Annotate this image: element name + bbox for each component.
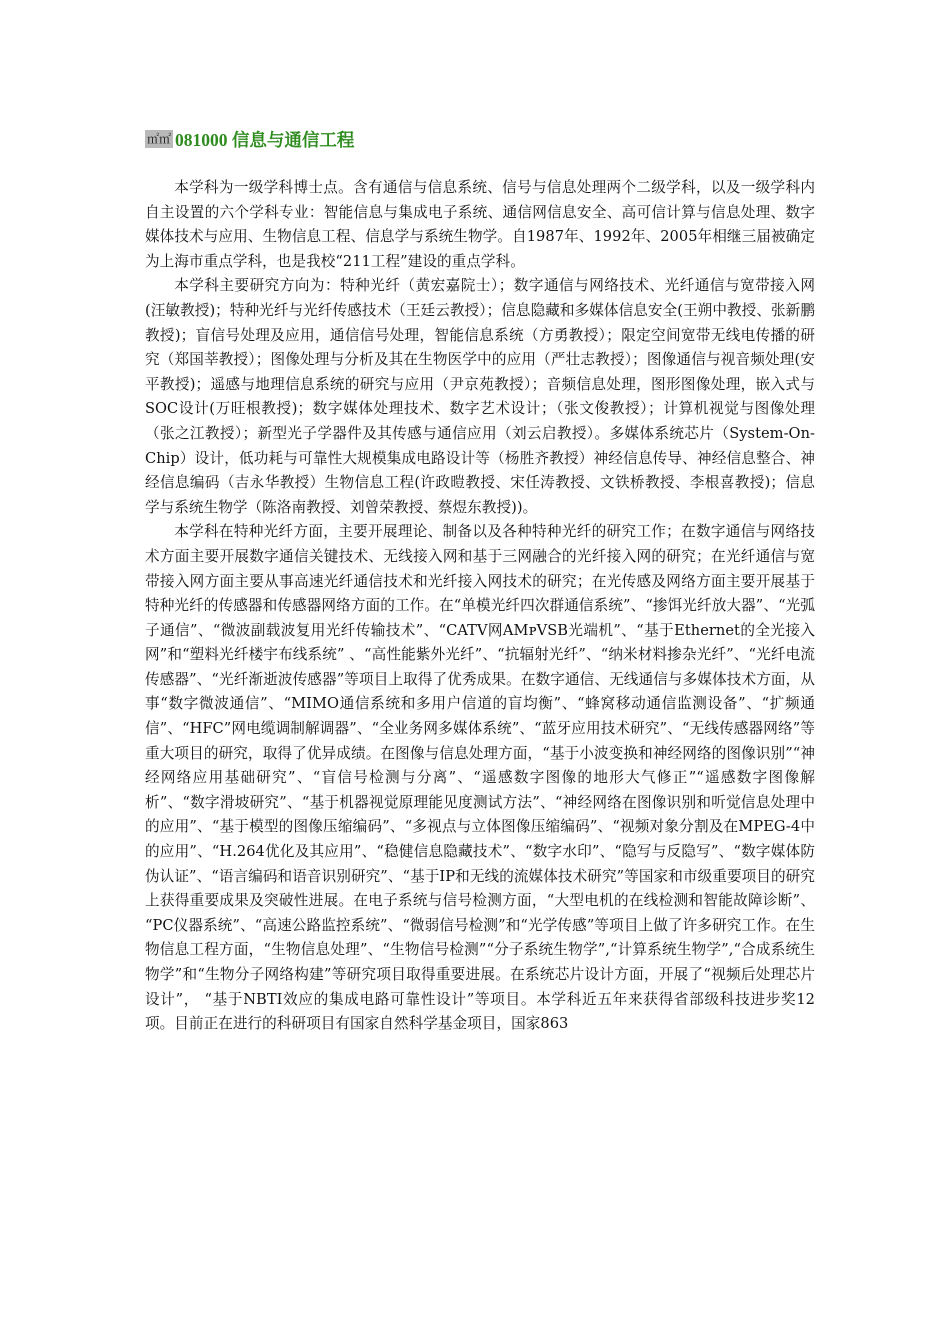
paragraph-research-directions: 本学科主要研究方向为：特种光纤（黄宏嘉院士）；数字通信与网络技术、光纤通信与宽带接入网(汪敏教授)；特种光纤与光纤传感技术（王廷云教授）；信息隐藏和多媒体信息安全(王朔中教授、张新鹏教授)；盲信号处理及应用，通信信号处理，智能信息系统（方勇教授）；限定空间宽带无线电传播的研究（郑国莘教授）；图像处理与分析及其在生物医学中的应用（严壮志教授）；图像通信与视音频处理(安平教授)；遥感与地理信息系统的研究与应用（尹京苑教授）；音频信息处理，图形图像处理，嵌入式与SOC设计(万旺根教授)；数字媒体处理技术、数字艺术设计；（张文俊教授）；计算机视觉与图像处理（张之江教授）；新型光子学器件及其传感与通信应用（刘云启教授）。多媒体系统芯片（System-On-Chip）设计，低功耗与可靠性大规模集成电路设计等（杨胜齐教授）神经信息传导、神经信息整合、神经信息编码（吉永华教授）生物信息工程(许政暟教授、宋任涛教授、文铁桥教授、李根喜教授)；信息学与系统生物学（陈洛南教授、刘曾荣教授、蔡煜东教授))。 (145, 277, 815, 516)
section-heading (145, 122, 815, 156)
document-page (145, 122, 815, 1037)
paragraph-achievements: 本学科在特种光纤方面，主要开展理论、制备以及各种特种光纤的研究工作；在数字通信与网络技术方面主要开展数字通信关键技术、无线接入网和基于三网融合的光纤接入网的研究；在光纤通信与宽带接入网方面主要从事高速光纤通信技术和光纤接入网技术的研究；在光传感及网络方面主要开展基于特种光纤的传感器和传感器网络方面的工作。在“单模光纤四次群通信系统”、“掺饵光纤放大器”、“光弧子通信”、“微波副载波复用光纤传输技术”、“CATV网AMᴘVSB光端机”、“基于Ethernet的全光接入网”和“塑料光纤楼宇布线系统” 、“高性能紫外光纤”、“抗辐射光纤”、“纳米材料掺杂光纤”、“光纤电流传感器”、“光纤渐逝波传感器”等项目上取得了优秀成果。在数字通信、无线通信与多媒体技术方面，从事“数字微波通信”、“MIMO通信系统和多用户信道的盲均衡”、“蜂窝移动通信监测设备”、“扩频通信”、“HFC”网电缆调制解调器”、“全业务网多媒体系统”、“蓝牙应用技术研究”、“无线传感器网络”等重大项目的研究，取得了优异成绩。在图像与信息处理方面，“基于小波变换和神经网络的图像识别”“神经网络应用基础研究”、“盲信号检测与分离”、“遥感数字图像的地形大气修正”“遥感数字图像解析”、“数字滑坡研究”、“基于机器视觉原理能见度测试方法”、“神经网络在图像识别和听觉信息处理中的应用”、“基于模型的图像压缩编码”、“多视点与立体图像压缩编码”、“视频对象分割及在MPEG-4中的应用”、“H.264优化及其应用”、“稳健信息隐藏技术”、“数字水印”、“隐写与反隐写”、“数字媒体防伪认证”、“语言编码和语音识别研究”、“基于IP和无线的流媒体技术研究”等国家和市级重要项目的研究上获得重要成果及突破性进展。在电子系统与信号检测方面，“大型电机的在线检测和智能故障诊断”、 “PC仪器系统”、“高速公路监控系统”、“微弱信号检测”和“光学传感”等项目上做了许多研究工作。在生物信息工程方面，“生物信息处理”、“生物信号检测”“分子系统生物学”,“计算系统生物学”,“合成系统生物学”和“生物分子网络构建”等研究项目取得重要进展。在系统芯片设计方面，开展了“视频后处理芯片设计”， “基于NBTI效应的集成电路可靠性设计”等项目。本学科近五年来获得省部级科技进步奖12项。目前正在进行的科研项目有国家自然科学基金项目，国家863 (145, 523, 815, 1033)
heading-marker-icon: ㎡㎡ (147, 132, 172, 146)
paragraph-intro: 本学科为一级学科博士点。含有通信与信息系统、信号与信息处理两个二级学科，以及一级学科内自主设置的六个学科专业：智能信息与集成电子系统、通信网信息安全、高可信计算与信息处理、数字媒体技术与应用、生物信息工程、信息学与系统生物学。自1987年、1992年、2005年相继三届被确定为上海市重点学科，也是我校“211工程”建设的重点学科。 (145, 179, 815, 270)
heading-title: 081000 信息与通信工程 (175, 129, 355, 150)
